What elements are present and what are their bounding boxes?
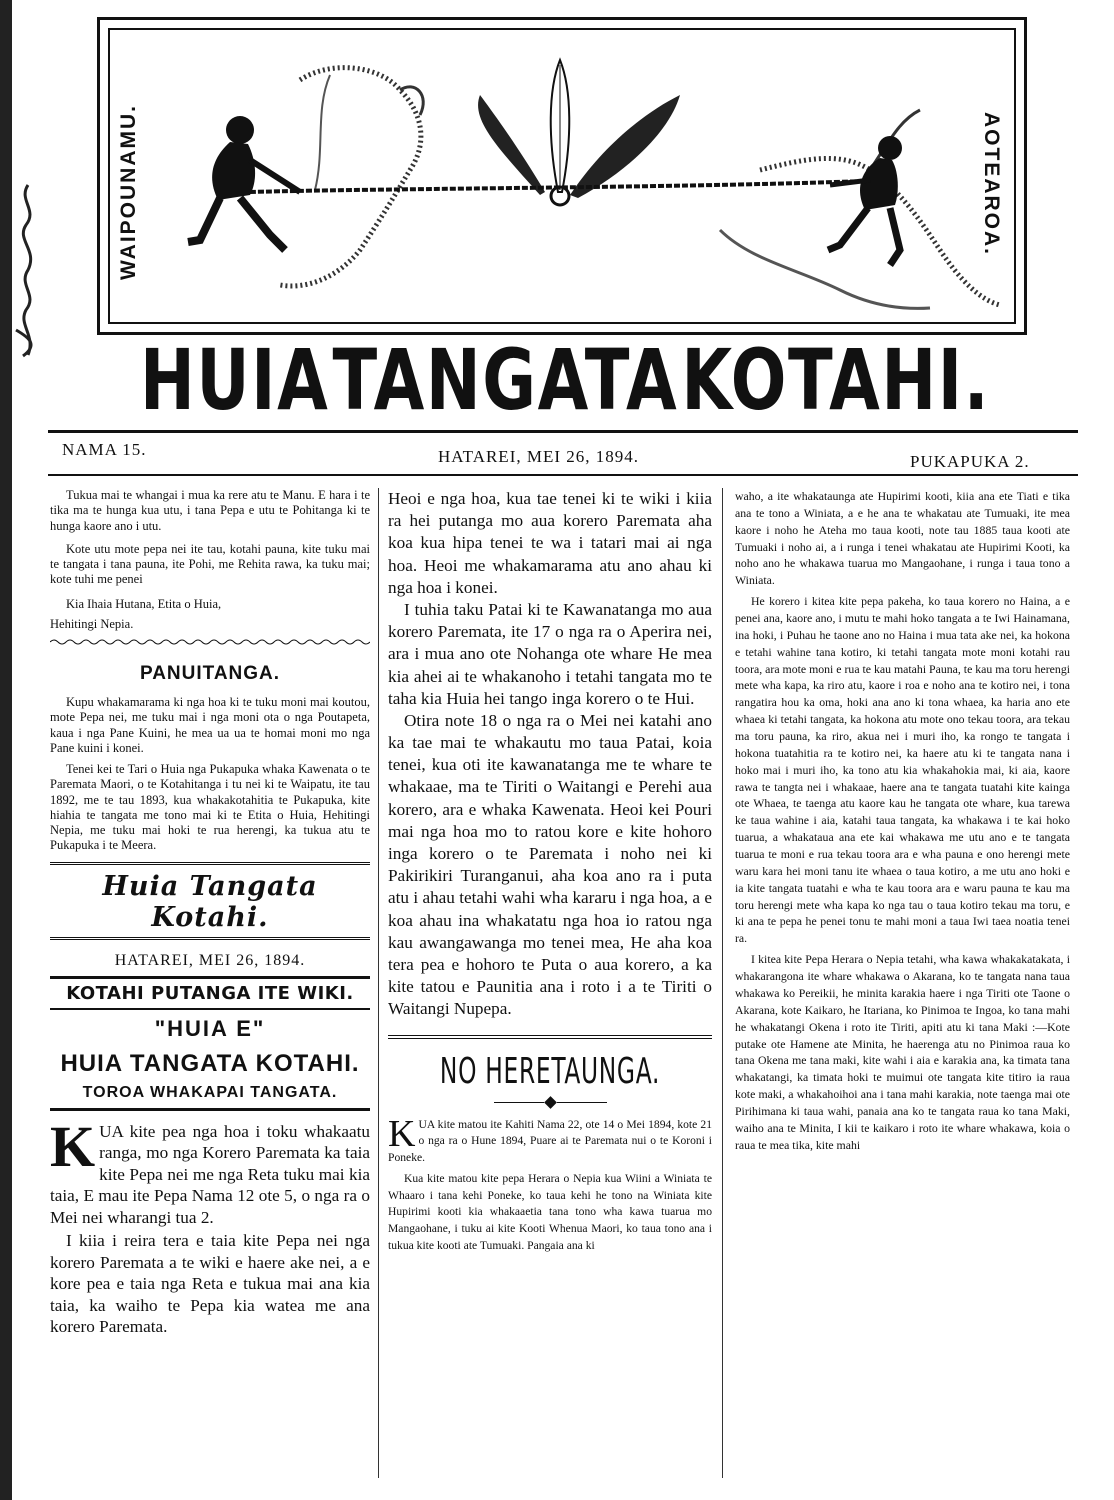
col2-paragraph-1: Heoi e nga hoa, kua tae tenei ki te wiki i kiia ra hei putanga mo aua korero Paremata aha koa kua hipa tenei te wa i tatari mai ai nga hoa. Heoi me whakamarama atu ano ahau ki nga hoa i konei. bbox=[388, 489, 712, 597]
address-line-2: Hehitingi Nepia. bbox=[50, 616, 134, 631]
issue-number: NAMA 15. bbox=[62, 440, 147, 459]
newspaper-title bbox=[140, 332, 990, 427]
column-divider-1 bbox=[378, 488, 379, 1478]
title-word-kotahi: KOTAHI. bbox=[681, 330, 991, 429]
title-rule-bottom bbox=[48, 474, 1078, 476]
panui-paragraph-2: Tenei kei te Tari o Huia nga Pukapuka whaka Kawenata o te Paremata Maori, o te Kotahitanga i tu nei ki te Waipatu, ite tau 1892, me te tau 1893, kua whakakotahitia te Pukapuka, kite hiahia te tangata me tono mai ki te Etita o Huia, Hehitingi Nepia, me tuku mai hoki te rua herengi, ka tukua atu te Pukapuka i te Meera. bbox=[50, 762, 370, 853]
column-divider-2 bbox=[722, 488, 723, 1478]
col3-paragraph-3: I kitea kite Pepa Herara o Nepia tetahi, wha kawa whakakatakata, i whakarangona ite whare whakawa o Akarana, ko te tangata nana taua whakawa ko Pereikii, he minita karakia haere i nga Tiriti ote Taone o Akarana, kote Kaikaro, he Itariana, ko Pinimoa te Ingoa, ko tana mahi he whakatangi Okena i roto ite Tiriti, apiti atu ki tana Maki :—Kote putake ote Hamene ate Minita, he haerenga atu no Pinimoa raua ko tana Okena me tana maki, kite wahi i aia e karakia ana, ka timata tana whakatangi, ka timata hoki te muimui ote tangata kite titiro ia raua kote maki, a whakahoihoi ana i tana mahi karakia, note taenga mai ote Pirihimana ki taua wahi, panaia ana ko te tangata raua ko tana Maki, waiho ana te Minita, I kii te kaikaro i roto ite whare whakawa, koia o raua te mea tika, kite mahi bbox=[735, 952, 1070, 1152]
paper-banner-blackletter: Huia Tangata Kotahi. bbox=[50, 862, 370, 940]
subscription-rates: Kote utu mote pepa nei ite tau, kotahi pauna, kite tuku mai te tangata i tana pauna, ite Pohi, me Rehita rawa, ka tuku mai; kote tuhi me penei bbox=[50, 541, 370, 587]
heretaunga-drop-cap: K bbox=[388, 1112, 416, 1155]
story-paragraph-1: KUA kite pea nga hoa i toku whakaatu ranga, mo nga Korero Paremata ka taia kite Pepa nei me nga Reta tuku mai kia taia, E mau ite Pepa Nama 12 ote 5, o nga ra o Mei nei wharangi tua 2. bbox=[50, 1113, 370, 1227]
aotearoa-label: AOTEAROA. bbox=[980, 112, 1003, 256]
huia-feather-center-icon bbox=[551, 60, 570, 192]
handwritten-annotation bbox=[8, 180, 48, 360]
title-rule-top bbox=[48, 430, 1078, 433]
masthead-banner bbox=[97, 17, 1027, 335]
column-2 bbox=[388, 488, 712, 1255]
title-word-huia: HUIA bbox=[140, 330, 330, 429]
masthead-illustration bbox=[100, 20, 1024, 332]
panui-paragraph-1: Kupu whakamarama ki nga hoa ki te tuku moni mai koutou, mote Pepa nei, me tuku mai i nga moni ota o nga Poutapeta, kaua i nga Pane Kuini, he mea ua ua te homai moni mo nga Pane kuini i konei. bbox=[50, 695, 370, 755]
heretaunga-paragraph-2: Kua kite matou kite pepa Herara o Nepia kua Wiini a Winiata te Whaaro i tana kehi Poneke, ko taua kehi he tono na Winiata kite Hupirimi kooti kia whakaaetia tana tono wha kawa tuarua mo Mangaohane, i tuku ai kite Kooti Whenua Maori, ko taua tono ana i tukua kite kooti ate Tumuaki. Pangaia ana ki bbox=[388, 1171, 712, 1253]
address-line-1: Kia Ihaia Hutana, Etita o Huia, bbox=[66, 596, 222, 611]
section-divider bbox=[388, 1035, 712, 1039]
paper-date-line: HATAREI, MEI 26, 1894. bbox=[114, 951, 306, 969]
col3-paragraph-2: He korero i kitea kite pepa pakeha, ko taua korero no Haina, a e penei ana, kaore ano, i mutu te mahi hoko tangata a te Iwi Hainamana, ina hoki, i Puhau he taone ano no Haina i mua tata ake nei, ka hokona e tetahi wahine tana kotiro, ki tetahi tangata mote moni kotahi rau toora, ara mote moni e rua te kau matahi Pauna, te kau ma toru herengi mete wha kapa, ka riro atu, kaore i roa e noho ana te kotiro nei, i tona rangatira hou ka oma, hoki ana ano ki tona whaea, ka haria ano ete whaea ki tetahi tangata, ka hokona atu mote ono tekau toora, ara tekau ma toru pauna, ka riro, akua nei i muri iho, ka rongo te tangata i hokona tuatahitia ra te kotiro nei, ka haere atu ki te tangata nana i hoko mai i muri iho, ka tono atu kia whakahokia mai, ki aia, kaore rawa te tangta nei i whakaae, haere ana te tangata tuatahi kite kainga ote Whaea, te taenga atu kaore kau he tangata ote whare, kua tarewa ke taua wahine i aia, katahi taua tangata, ka whakawa i te kai hoko tuarua, a whakataua ana ete kai whakawa me utu ano e te tangata tuarua te moni e rua tekau toora ara e wha pauna e ono herengi mete waru kara hei moni tanu ite whaea o taua kotiro, a me utu ano hoki e ia kite tangata tuatahi e wha te kau toora ara e waru pauna te kau ma toru herengi mete wha kapa ko nga tau o taua kotiro tekau ma toru, e ki ana te pepa he penei tonu te mahi moni a taua Iwi taea noatia tenei ra. bbox=[735, 594, 1070, 946]
column-3 bbox=[735, 488, 1070, 1154]
story-drop-cap: K bbox=[50, 1113, 96, 1179]
col2-paragraph-3: Otira note 18 o nga ra o Mei nei katahi ano ka tae mai te whakautu mo taua Patai, koia tenei, kua oti ite kawanatanga me te whare te whakaae, ma te Tiriti o Waitangi e Perehi aua korero, ara e whaka Kawenata. Heoi kei Pouri mai nga hoa mo to ratou kore e kite hohoro inga korero o te Paremata i noho nei ki Pakirikiri Turanganui, aha koa ano ra i puta atu i ahau tetahi wahi wha kararu i nga hoa, a e koa ahau ina whakatatu nga hoa io ratou nga kau awangawanga mo tenei mea, He aha koa tera pea e hohoro te Puta o aua korero, a ka kite tatou e Paunitia ana i roto i a te Tiriti o Waitangi Nupepa. bbox=[388, 710, 712, 1019]
right-figure-icon bbox=[828, 136, 902, 265]
huia-e-quote: "HUIA E" bbox=[154, 1015, 266, 1041]
story-paragraph-2: I kiia i reira tera e taia kite Pepa nei nga korero Paremata a te wiki e haere ake nei, a e kore pea e taia nga Reta e tukua mai ana kia taia, ka waiho te Pepa kia watea me ana korero Paremata. bbox=[50, 1231, 370, 1336]
no-heretaunga-heading: NO HERETAUNGA. bbox=[439, 1050, 661, 1092]
huia-feather-left-icon bbox=[478, 95, 545, 195]
diamond-divider bbox=[388, 1098, 712, 1107]
issue-date: HATAREI, MEI 26, 1894. bbox=[438, 447, 640, 466]
waipounamu-label: WAIPOUNAMU. bbox=[117, 104, 140, 280]
panuitanga-heading: PANUITANGA. bbox=[139, 663, 281, 684]
col3-paragraph-1: waho, a ite whakataunga ate Hupirimi kooti, kiia ana ete Tiati e tika ana te tono a Winiata, a e he ana te whakatau ate Tumuaki, ite mea kaore i noho he Ateha mo taua kooti, note tau 1885 taua kooti ate Tumuaki i noho ai, a i runga i tenei whakatau ate Hupirimi Kooti, ka noho ano he whakawa tuarua mo Mangaohane, i runga i taua tono a Winiata. bbox=[735, 489, 1070, 588]
paper-name-heading: HUIA TANGATA KOTAHI. bbox=[60, 1049, 360, 1077]
subscription-notice: Tukua mai te whangai i mua ka rere atu te Manu. E hara i te tika ma te hunga kua utu, i tana Pepa e utu te Pohitanga ki te hunga kaore ano i utu. bbox=[50, 488, 370, 533]
huia-feather-right-icon bbox=[570, 95, 680, 198]
left-figure-icon bbox=[188, 116, 300, 250]
col2-paragraph-2: I tuhia taku Patai ki te Kawanatanga mo aua korero Paremata, ite 17 o nga ra o Aperira nei, ara i mua ano ote Nohanga ote whare He mea kia ahei ai te whakanoho i tetahi tangata mo te taha kia Huia hei tango inga korero o te Hui. bbox=[388, 599, 712, 708]
paper-subtitle: TOROA WHAKAPAI TANGATA. bbox=[50, 1084, 370, 1111]
volume-number: PUKAPUKA 2. bbox=[910, 452, 1030, 471]
weekly-heading: KOTAHI PUTANGA ITE WIKI. bbox=[50, 976, 370, 1010]
column-1 bbox=[50, 488, 370, 1338]
wavy-divider bbox=[50, 638, 370, 646]
heretaunga-paragraph-1: KUA kite matou ite Kahiti Nama 22, ote 14 o Mei 1894, kote 21 o nga ra o Hune 1894, Puare ai te Paremata nui o te Koroni i Poneke. bbox=[388, 1112, 712, 1165]
title-word-tangata: TANGATA bbox=[332, 330, 679, 429]
